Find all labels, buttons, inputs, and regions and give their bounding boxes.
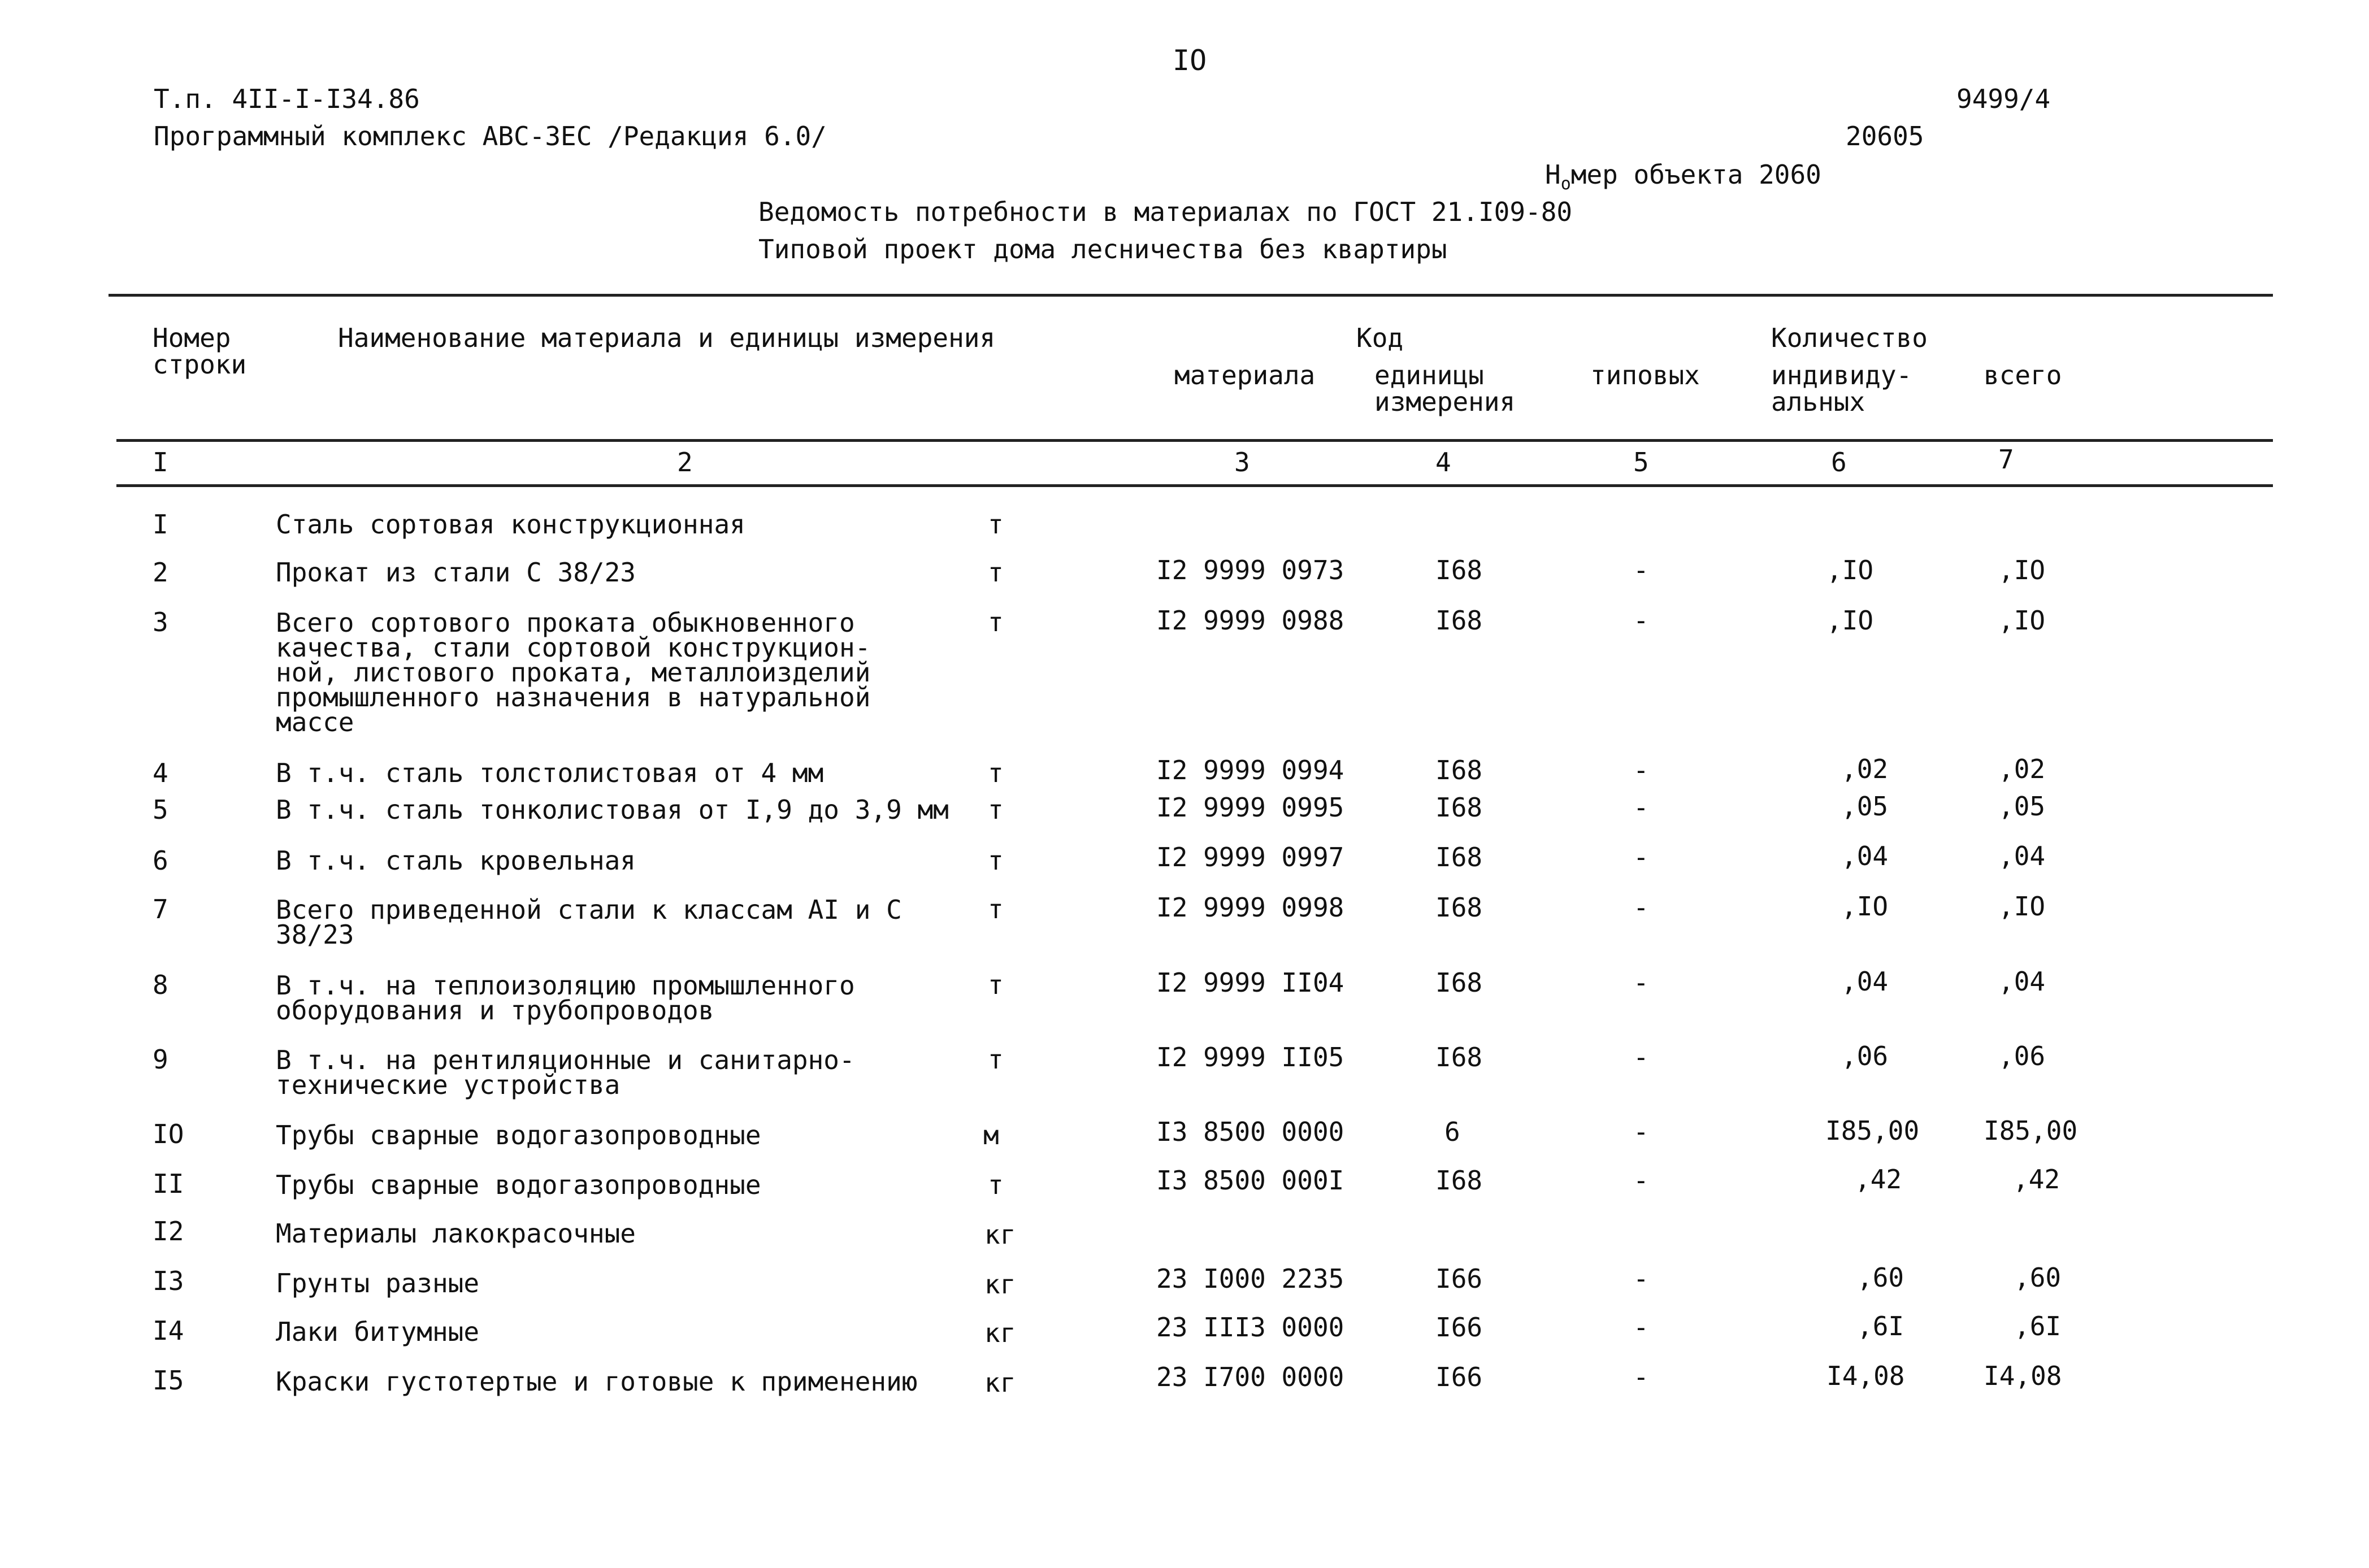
material-name: Всего сортового проката обыкновенного качества, стали сортовой конструкцион- ной, листового проката, металлоизделий промышленного назначения в натуральной массе	[276, 607, 871, 737]
unit-code: I68	[1435, 842, 1483, 872]
header-rule	[116, 439, 2273, 442]
row-number: 8	[153, 970, 168, 1000]
typical-qty: -	[1633, 605, 1649, 636]
total-qty: ,IO	[1998, 891, 2046, 922]
total-qty: ,04	[1998, 966, 2046, 997]
typical-qty: -	[1633, 967, 1649, 998]
document-title: Ведомость потребности в материалах по ГОСТ 21.I09-80	[758, 197, 1573, 227]
unit-code: I66	[1435, 1312, 1483, 1343]
col-num-3: 3	[1234, 447, 1250, 477]
material-name: Материалы лакокрасочные	[276, 1218, 636, 1249]
typical-qty: -	[1633, 792, 1649, 823]
typical-qty: -	[1633, 555, 1649, 585]
individual-qty: I85,00	[1825, 1115, 1920, 1146]
unit-code: I68	[1435, 1042, 1483, 1072]
col-num-7: 7	[1998, 444, 2014, 475]
individual-qty: ,IO	[1826, 555, 1874, 585]
object-number: $Н_омер$ объекта 2060	[1545, 159, 1821, 194]
col-individual-2: альных	[1771, 386, 1865, 417]
material-name: Всего приведенной стали к классам АI и С 38/23	[276, 894, 902, 950]
col-num-1: I	[153, 447, 168, 477]
material-name: Сталь сортовая конструкционная	[276, 509, 745, 540]
row-number: I3	[153, 1266, 184, 1296]
row-number: 7	[153, 894, 168, 924]
unit: кг	[984, 1219, 1016, 1250]
unit: м	[983, 1120, 999, 1150]
individual-qty: ,05	[1841, 791, 1889, 822]
software-line: Программный комплекс АВС-3ЕС /Редакция 6.0/	[154, 121, 827, 151]
col-row-no-2: строки	[153, 349, 247, 380]
material-name: В т.ч. сталь тонколистовая от I,9 до 3,9 мм	[276, 794, 949, 825]
unit: т	[988, 509, 1004, 540]
unit-code: I68	[1435, 967, 1483, 998]
material-name: Лаки битумные	[276, 1317, 480, 1347]
unit: т	[988, 970, 1004, 1000]
unit: т	[988, 1170, 1004, 1200]
row-number: 5	[153, 794, 168, 825]
row-number: 2	[153, 557, 168, 588]
typical-qty: -	[1633, 1165, 1649, 1196]
individual-qty: ,42	[1855, 1164, 1902, 1195]
material-name: В т.ч. на рентиляционные и санитарно- технические устройства	[276, 1045, 855, 1100]
unit-code: I66	[1435, 1263, 1483, 1294]
material-code: I2 9999 0998	[1156, 892, 1344, 923]
row-number: I2	[153, 1216, 184, 1246]
material-name: Грунты разные	[276, 1268, 480, 1298]
row-number: IO	[153, 1119, 184, 1149]
typical-qty: -	[1633, 1312, 1649, 1343]
unit-code: I68	[1435, 892, 1483, 923]
unit: кг	[984, 1269, 1016, 1300]
typical-qty: -	[1633, 755, 1649, 785]
material-code: I2 9999 0988	[1156, 605, 1344, 636]
top-rule	[109, 294, 2273, 297]
col-unit: единицы	[1374, 360, 1484, 390]
doc-number-right: 9499/4	[1956, 84, 2051, 114]
row-number: I5	[153, 1365, 184, 1396]
total-qty: I4,08	[1984, 1361, 2062, 1391]
row-number: 4	[153, 758, 168, 788]
individual-qty: ,IO	[1826, 605, 1874, 636]
individual-qty: I4,08	[1826, 1361, 1905, 1391]
material-name: Прокат из стали С 38/23	[276, 557, 636, 588]
page-number: IO	[1173, 44, 1207, 77]
col-typical: типовых	[1590, 360, 1700, 390]
material-name: Трубы сварные водогазопроводные	[276, 1170, 761, 1200]
material-code: I2 9999 II04	[1156, 967, 1344, 998]
material-code: 23 I700 0000	[1156, 1362, 1344, 1392]
col-individual: индивиду-	[1771, 360, 1912, 390]
col-material: материала	[1174, 360, 1316, 390]
individual-qty: ,IO	[1841, 891, 1889, 922]
total-qty: ,02	[1998, 754, 2046, 784]
unit-code: I66	[1435, 1362, 1483, 1392]
unit-code: I68	[1435, 1165, 1483, 1196]
col-code: Код	[1356, 323, 1404, 353]
row-number: II	[153, 1169, 184, 1199]
unit: кг	[984, 1318, 1016, 1348]
material-code: I2 9999 0997	[1156, 842, 1344, 872]
typical-qty: -	[1633, 1117, 1649, 1147]
row-number: 3	[153, 607, 168, 637]
material-name: Трубы сварные водогазопроводные	[276, 1120, 761, 1150]
material-name: Краски густотертые и готовые к применению	[276, 1366, 918, 1397]
total-qty: ,05	[1998, 791, 2046, 822]
material-code: 23 I000 2235	[1156, 1263, 1344, 1294]
row-number: I	[153, 509, 168, 540]
typical-qty: -	[1633, 1042, 1649, 1072]
total-qty: ,42	[2013, 1164, 2060, 1195]
material-code: 23 III3 0000	[1156, 1312, 1344, 1343]
individual-qty: ,6I	[1857, 1311, 1904, 1341]
unit: т	[988, 1044, 1004, 1075]
individual-qty: ,06	[1841, 1041, 1889, 1071]
unit-code: 6	[1444, 1117, 1460, 1147]
unit: т	[988, 894, 1004, 924]
total-qty: ,IO	[1998, 555, 2046, 585]
row-number: I4	[153, 1315, 184, 1346]
unit: кг	[984, 1367, 1016, 1398]
material-code: I2 9999 0995	[1156, 792, 1344, 823]
unit: т	[988, 557, 1004, 588]
material-code: I2 9999 0973	[1156, 555, 1344, 585]
col-total: всего	[1984, 360, 2062, 390]
unit: т	[988, 758, 1004, 788]
total-qty: I85,00	[1984, 1115, 2078, 1146]
col-num-6: 6	[1831, 447, 1847, 477]
material-code: I2 9999 0994	[1156, 755, 1344, 785]
material-code: I3 8500 000I	[1156, 1165, 1344, 1196]
typical-qty: -	[1633, 892, 1649, 923]
col-num-1-rule	[116, 485, 227, 487]
col-quantity: Количество	[1771, 323, 1928, 353]
material-code: I2 9999 II05	[1156, 1042, 1344, 1072]
material-code: I3 8500 0000	[1156, 1117, 1344, 1147]
unit-code: I68	[1435, 555, 1483, 585]
unit-code: I68	[1435, 792, 1483, 823]
unit: т	[988, 845, 1004, 876]
total-qty: ,IO	[1998, 605, 2046, 636]
code-right: 20605	[1846, 121, 1924, 151]
col-num-4: 4	[1435, 447, 1451, 477]
typical-qty: -	[1633, 842, 1649, 872]
doc-code: Т.п. 4II-I-I34.86	[154, 84, 420, 114]
total-qty: ,06	[1998, 1041, 2046, 1071]
unit: т	[988, 794, 1004, 825]
total-qty: ,6I	[2014, 1311, 2062, 1341]
project-title: Типовой проект дома лесничества без квартиры	[758, 234, 1447, 264]
material-name: В т.ч. на теплоизоляцию промышленного оборудования и трубопроводов	[276, 970, 855, 1026]
col-num-2-rule	[272, 485, 793, 487]
col-num-5: 5	[1633, 447, 1649, 477]
row-number: 6	[153, 845, 168, 876]
typical-qty: -	[1633, 1362, 1649, 1392]
total-qty: ,04	[1998, 841, 2046, 871]
unit-code: I68	[1435, 755, 1483, 785]
col-unit-2: измерения	[1374, 386, 1516, 417]
unit-code: I68	[1435, 605, 1483, 636]
individual-qty: ,04	[1841, 966, 1889, 997]
total-qty: ,60	[2014, 1262, 2062, 1293]
individual-qty: ,60	[1857, 1262, 1904, 1293]
material-name: В т.ч. сталь толстолистовая от 4 мм	[276, 758, 824, 788]
unit: т	[988, 607, 1004, 637]
material-name: В т.ч. сталь кровельная	[276, 845, 636, 876]
col-num-2: 2	[677, 447, 693, 477]
individual-qty: ,02	[1841, 754, 1889, 784]
typical-qty: -	[1633, 1263, 1649, 1294]
individual-qty: ,04	[1841, 841, 1889, 871]
col-row-no: Номер	[153, 323, 231, 353]
row-number: 9	[153, 1044, 168, 1075]
col-name: Наименование материала и единицы измерения	[338, 323, 996, 353]
